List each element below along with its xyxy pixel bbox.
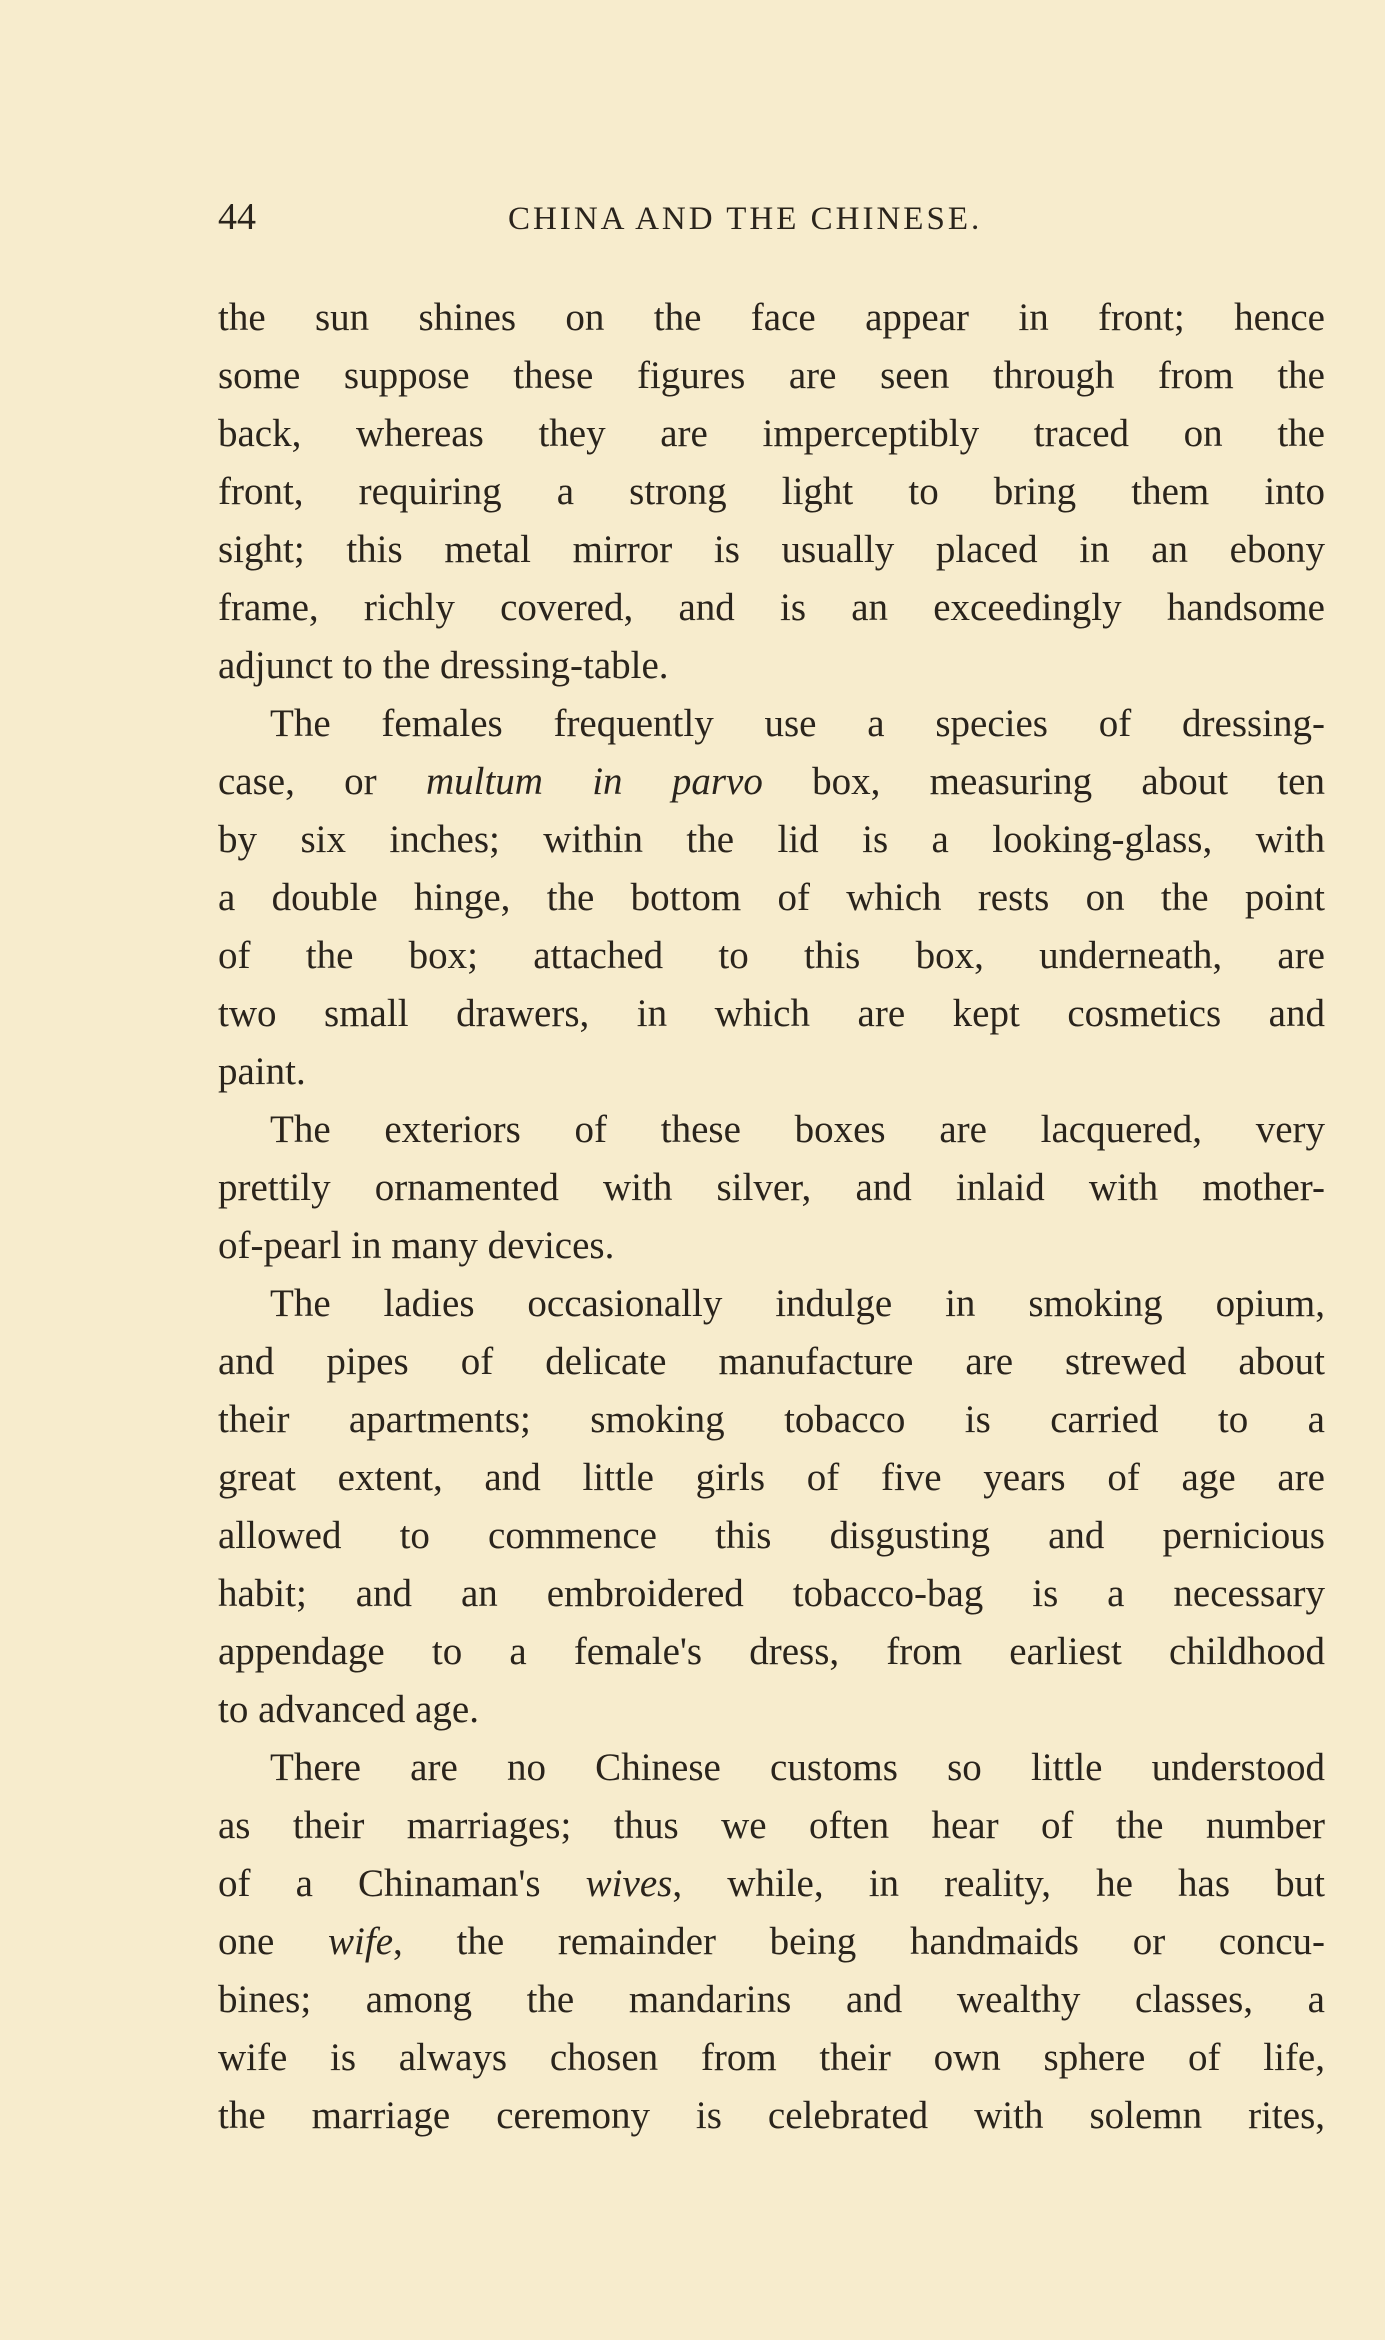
text-line: wife is always chosen from their own sphere of life,: [218, 2036, 1325, 2079]
italic-phrase: wife: [328, 1920, 394, 1963]
italic-phrase: multum in parvo: [425, 760, 763, 803]
text-line: appendage to a female's dress, from earliest childhood: [218, 1630, 1325, 1673]
text-line: by six inches; within the lid is a looking-glass, with: [218, 818, 1325, 861]
paragraph-start-line: The females frequently use a species of dressing-: [270, 702, 1325, 745]
text-line: of the box; attached to this box, underneath, are: [218, 934, 1325, 977]
text-line-with-italic: [218, 753, 1325, 811]
text-line: allowed to commence this disgusting and pernicious: [218, 1514, 1325, 1557]
text-line: to advanced age.: [218, 1688, 479, 1731]
text-line: two small drawers, in which are kept cosmetics and: [218, 992, 1325, 1035]
text-line: front, requiring a strong light to bring them into: [218, 470, 1325, 513]
body-text: [218, 289, 1325, 2145]
running-title: CHINA AND THE CHINESE.: [508, 201, 983, 237]
text-line: of-pearl in many devices.: [218, 1224, 615, 1267]
text-line: and pipes of delicate manufacture are strewed about: [218, 1340, 1325, 1383]
paragraph-start-line: The ladies occasionally indulge in smoking opium,: [270, 1282, 1325, 1325]
text-fragment: one: [218, 1920, 329, 1963]
paragraph-start-line: There are no Chinese customs so little understood: [270, 1746, 1325, 1789]
text-line: bines; among the mandarins and wealthy classes, a: [218, 1978, 1325, 2021]
text-line: their apartments; smoking tobacco is carried to a: [218, 1398, 1325, 1441]
text-line: sight; this metal mirror is usually placed in an ebony: [218, 528, 1325, 571]
text-line: a double hinge, the bottom of which rests on the point: [218, 876, 1325, 919]
text-fragment: of a Chinaman's: [218, 1862, 586, 1905]
text-fragment: , the remainder being handmaids or concu-: [393, 1920, 1325, 1963]
text-line: the marriage ceremony is celebrated with solemn rites,: [218, 2094, 1325, 2137]
text-fragment: , while, in reality, he has but: [672, 1862, 1325, 1905]
page-number: 44: [218, 196, 256, 238]
text-line-with-italic: [218, 1855, 1325, 1913]
text-line: habit; and an embroidered tobacco-bag is a necessary: [218, 1572, 1325, 1615]
text-line: paint.: [218, 1050, 306, 1093]
text-line: great extent, and little girls of five years of age are: [218, 1456, 1325, 1499]
text-line: as their marriages; thus we often hear of the number: [218, 1804, 1325, 1847]
paragraph-start-line: The exteriors of these boxes are lacquered, very: [270, 1108, 1325, 1151]
text-line: adjunct to the dressing-table.: [218, 644, 669, 687]
text-line: back, whereas they are imperceptibly traced on the: [218, 412, 1325, 455]
text-line: frame, richly covered, and is an exceedingly handsome: [218, 586, 1325, 629]
text-line-with-italic: [218, 1913, 1325, 1971]
text-line: some suppose these figures are seen through from the: [218, 354, 1325, 397]
text-line: the sun shines on the face appear in front; hence: [218, 296, 1325, 339]
text-fragment: box, measuring about ten: [762, 760, 1325, 803]
text-fragment: case, or: [218, 760, 426, 803]
page-header: [218, 195, 1325, 255]
italic-phrase: wives: [585, 1862, 673, 1905]
text-line: prettily ornamented with silver, and inlaid with mother-: [218, 1166, 1325, 1209]
